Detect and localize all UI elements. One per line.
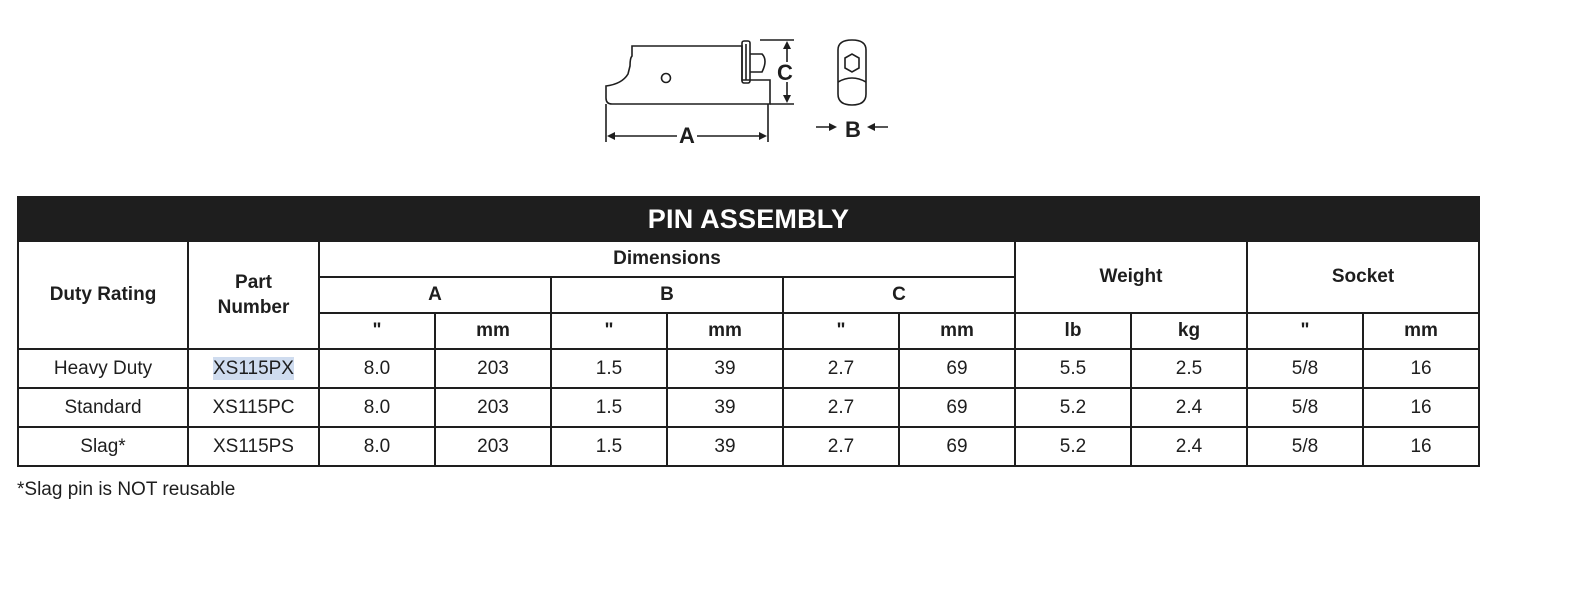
c-mm-cell: 69 — [899, 349, 1015, 388]
socket-mm-cell: 16 — [1363, 388, 1479, 427]
weight-lb-cell: 5.2 — [1015, 388, 1131, 427]
header-duty-rating: Duty Rating — [18, 241, 188, 349]
part-number-selected[interactable]: XS115PX — [213, 357, 294, 379]
c-mm-cell: 69 — [899, 427, 1015, 466]
unit-a-in: " — [319, 313, 435, 349]
b-mm-cell: 39 — [667, 427, 783, 466]
b-in-cell: 1.5 — [551, 427, 667, 466]
unit-b-in: " — [551, 313, 667, 349]
unit-socket-in: " — [1247, 313, 1363, 349]
socket-mm-cell: 16 — [1363, 427, 1479, 466]
header-dim-a: A — [319, 277, 551, 313]
b-in-cell: 1.5 — [551, 388, 667, 427]
header-weight: Weight — [1015, 241, 1247, 313]
a-mm-cell: 203 — [435, 388, 551, 427]
header-dim-b: B — [551, 277, 783, 313]
dimension-c-label: C — [777, 60, 793, 85]
a-in-cell: 8.0 — [319, 349, 435, 388]
unit-a-mm: mm — [435, 313, 551, 349]
duty-rating-cell: Slag* — [18, 427, 188, 466]
unit-weight-kg: kg — [1131, 313, 1247, 349]
weight-kg-cell: 2.4 — [1131, 388, 1247, 427]
header-part-number: Part Number — [188, 241, 319, 349]
socket-in-cell: 5/8 — [1247, 388, 1363, 427]
b-mm-cell: 39 — [667, 388, 783, 427]
table-row — [18, 349, 1479, 388]
socket-in-cell: 5/8 — [1247, 349, 1363, 388]
pin-hole — [662, 74, 671, 83]
b-in-cell: 1.5 — [551, 349, 667, 388]
dimension-a-label: A — [679, 123, 695, 148]
c-in-cell: 2.7 — [783, 388, 899, 427]
part-number-cell[interactable] — [188, 349, 319, 388]
pin-assembly-diagram — [600, 30, 900, 155]
part-number-cell[interactable]: XS115PS — [188, 427, 319, 466]
weight-kg-cell: 2.5 — [1131, 349, 1247, 388]
unit-b-mm: mm — [667, 313, 783, 349]
c-in-cell: 2.7 — [783, 427, 899, 466]
dimension-b-label: B — [845, 117, 861, 142]
socket-in-cell: 5/8 — [1247, 427, 1363, 466]
weight-lb-cell: 5.5 — [1015, 349, 1131, 388]
header-dimensions: Dimensions — [319, 241, 1015, 277]
socket-mm-cell: 16 — [1363, 349, 1479, 388]
a-in-cell: 8.0 — [319, 427, 435, 466]
b-mm-cell: 39 — [667, 349, 783, 388]
weight-lb-cell: 5.2 — [1015, 427, 1131, 466]
footnote: *Slag pin is NOT reusable — [17, 479, 236, 500]
unit-c-mm: mm — [899, 313, 1015, 349]
a-mm-cell: 203 — [435, 349, 551, 388]
pin-assembly-table — [17, 196, 1480, 467]
weight-kg-cell: 2.4 — [1131, 427, 1247, 466]
c-mm-cell: 69 — [899, 388, 1015, 427]
unit-c-in: " — [783, 313, 899, 349]
header-dim-c: C — [783, 277, 1015, 313]
unit-socket-mm: mm — [1363, 313, 1479, 349]
unit-weight-lb: lb — [1015, 313, 1131, 349]
table-title: PIN ASSEMBLY — [18, 197, 1479, 241]
duty-rating-cell: Standard — [18, 388, 188, 427]
table-row — [18, 388, 1479, 427]
a-in-cell: 8.0 — [319, 388, 435, 427]
part-number-cell[interactable]: XS115PC — [188, 388, 319, 427]
duty-rating-cell: Heavy Duty — [18, 349, 188, 388]
header-socket: Socket — [1247, 241, 1479, 313]
a-mm-cell: 203 — [435, 427, 551, 466]
table-row — [18, 427, 1479, 466]
c-in-cell: 2.7 — [783, 349, 899, 388]
